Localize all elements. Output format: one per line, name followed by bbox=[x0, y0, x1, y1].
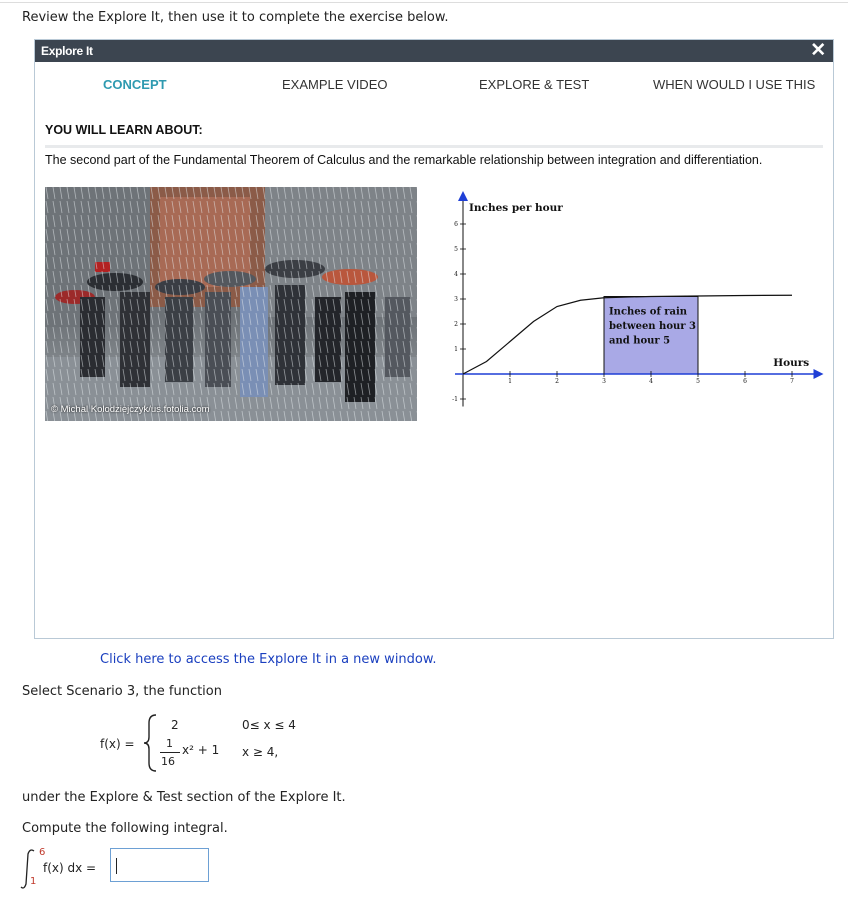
tab-when-would-i-use-this[interactable]: WHEN WOULD I USE THIS bbox=[653, 77, 816, 92]
left-brace-icon bbox=[143, 713, 159, 773]
piece2-numerator: 1 bbox=[166, 737, 173, 750]
tab-example-video[interactable]: EXAMPLE VIDEO bbox=[282, 77, 388, 92]
chart-canvas bbox=[415, 187, 810, 427]
panel-title: Explore It bbox=[41, 44, 93, 58]
learn-heading: YOU WILL LEARN ABOUT: bbox=[45, 123, 203, 137]
text-cursor bbox=[116, 858, 117, 874]
intro-text: Review the Explore It, then use it to complete the exercise below. bbox=[22, 10, 449, 25]
rain-photo bbox=[45, 187, 417, 421]
piece2-expression: x² + 1 bbox=[182, 743, 220, 757]
answer-input[interactable] bbox=[110, 848, 209, 882]
y-tick-label: 2 bbox=[454, 321, 458, 328]
divider bbox=[45, 145, 823, 148]
x-tick-label: 7 bbox=[790, 378, 794, 385]
explore-test-instruction: under the Explore & Test section of the Explore It. bbox=[22, 790, 346, 805]
close-icon[interactable]: ✕ bbox=[810, 40, 826, 61]
y-tick-label: 3 bbox=[454, 296, 458, 303]
annotation-line: Inches of rain bbox=[609, 306, 688, 318]
x-tick-label: 2 bbox=[555, 378, 559, 385]
scenario-instruction: Select Scenario 3, the function bbox=[22, 684, 222, 699]
integrand: f(x) dx = bbox=[43, 861, 97, 875]
y-axis-label: Inches per hour bbox=[469, 202, 563, 214]
compute-instruction: Compute the following integral. bbox=[22, 821, 228, 836]
y-tick-label: 1 bbox=[454, 346, 458, 353]
piece1-condition: 0≤ x ≤ 4 bbox=[242, 718, 296, 732]
tab-concept[interactable]: CONCEPT bbox=[103, 77, 167, 92]
lower-limit: 1 bbox=[30, 876, 37, 887]
tab-explore-test[interactable]: EXPLORE & TEST bbox=[479, 77, 590, 92]
y-axis-arrow-icon bbox=[458, 191, 468, 201]
y-tick-label: 5 bbox=[454, 246, 458, 253]
x-tick-label: 6 bbox=[743, 378, 747, 385]
panel-header bbox=[35, 40, 833, 62]
function-name: f(x) = bbox=[100, 737, 135, 751]
x-axis-label: Hours bbox=[773, 357, 810, 369]
y-tick-label: 6 bbox=[454, 221, 458, 228]
annotation-line: and hour 5 bbox=[609, 335, 671, 347]
piece2-denominator: 16 bbox=[161, 755, 175, 768]
explore-it-panel bbox=[34, 39, 834, 639]
x-tick-label: 1 bbox=[508, 378, 512, 385]
piece2-condition: x ≥ 4, bbox=[242, 745, 279, 759]
photo-credit: © Michal Kolodziejczyk/us.fotolia.com bbox=[51, 404, 210, 415]
fraction-bar bbox=[160, 752, 180, 753]
x-tick-label: 3 bbox=[602, 378, 606, 385]
y-tick-label: -1 bbox=[452, 396, 458, 403]
rain-photo-image bbox=[45, 187, 417, 421]
y-tick-label: 4 bbox=[454, 271, 458, 278]
annotation-line: between hour 3 bbox=[609, 321, 696, 332]
top-divider bbox=[0, 2, 848, 3]
explore-it-new-window-link[interactable]: Click here to access the Explore It in a new window. bbox=[100, 652, 437, 667]
x-axis-arrow-icon bbox=[814, 369, 824, 379]
learn-description: The second part of the Fundamental Theorem of Calculus and the remarkable relationship between integration and differentiation. bbox=[45, 153, 763, 167]
x-tick-label: 4 bbox=[649, 378, 653, 385]
x-tick-label: 5 bbox=[696, 378, 700, 385]
piece1-value: 2 bbox=[171, 718, 179, 732]
rain-rate-chart bbox=[415, 187, 810, 427]
upper-limit: 6 bbox=[39, 847, 46, 858]
